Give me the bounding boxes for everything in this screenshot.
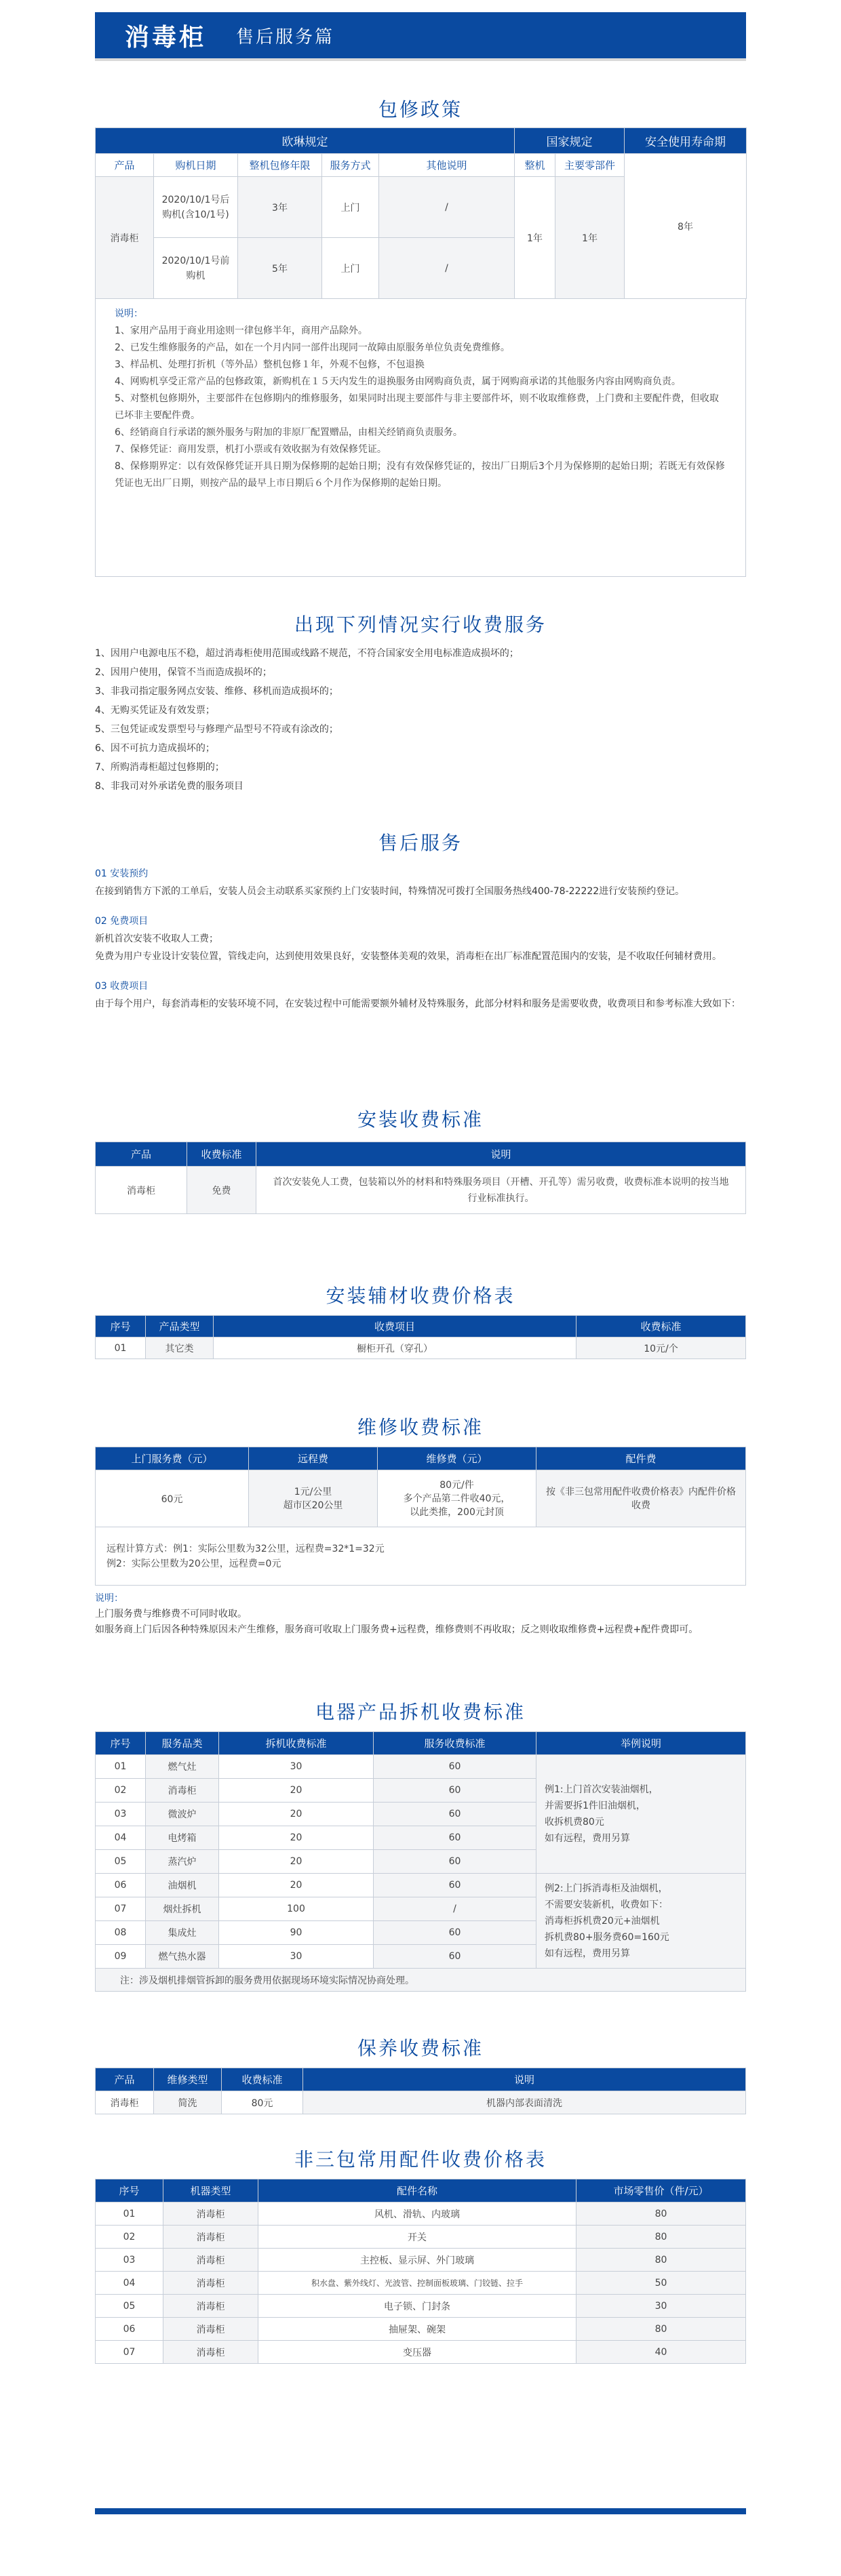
category-cell: 电烤箱 [146, 1826, 219, 1850]
page-header [95, 12, 746, 61]
service-fee-cell: 60 [374, 1850, 536, 1874]
warranty-notes [95, 299, 746, 577]
part-name-cell: 开关 [258, 2226, 576, 2249]
years-cell: 5年 [238, 238, 322, 299]
col-fee: 收费标准 [576, 1316, 746, 1337]
type-cell: 其它类 [146, 1337, 214, 1359]
paid-items-title: 03 收费项目 [95, 981, 149, 992]
category-cell: 烟灶拆机 [146, 1897, 219, 1921]
service-fee-cell: 60 [374, 1755, 536, 1779]
table-row [96, 1167, 746, 1214]
repair-note-item: 上门服务费与维修费不可同时收取。 [95, 1609, 247, 1619]
disassembly-fee-cell: 20 [219, 1779, 374, 1803]
col-no: 序号 [96, 1316, 146, 1337]
other-cell: / [379, 177, 515, 238]
repair-fee-section [95, 1447, 746, 1638]
group-header-lifespan: 安全使用寿命期 [625, 128, 747, 154]
remote-fee-cell: 1元/公里 超市区20公里 [249, 1470, 378, 1527]
disassembly-fee-cell: 100 [219, 1897, 374, 1921]
national-whole-cell: 1年 [515, 177, 555, 299]
note-item: 7、保修凭证：商用发票，机打小票或有效收据为有效保修凭证。 [115, 444, 387, 455]
warranty-section [95, 127, 746, 577]
years-cell: 3年 [238, 177, 322, 238]
no-cell: 03 [96, 1803, 146, 1826]
col-parts: 主要零部件 [555, 154, 625, 177]
repair-fee-title: 维修收费标准 [357, 1416, 484, 1438]
free-items-text: 免费为用户专业设计安装位置，管线走向，达到使用效果良好，安装整体美观的效果，消毒柜在出厂标准配置范围内的安装，是不收取任何辅材费用。 [95, 951, 722, 962]
door-fee-cell: 60元 [96, 1470, 249, 1527]
col-price: 市场零售价（件/元） [576, 2179, 746, 2202]
disassembly-fee-cell: 30 [219, 1945, 374, 1969]
free-items-title: 02 免费项目 [95, 916, 149, 927]
header-title: 消毒柜 [125, 23, 207, 52]
lifespan-value: 8年 [625, 154, 747, 299]
category-cell: 消毒柜 [146, 1779, 219, 1803]
service-cell: 上门 [322, 238, 379, 299]
col-product: 产品 [96, 154, 154, 177]
machine-type-cell: 消毒柜 [163, 2272, 258, 2295]
install-fee-table [95, 1142, 746, 1214]
parts-table [95, 2179, 746, 2364]
disassembly-fee-cell: 20 [219, 1850, 374, 1874]
table-row [96, 2202, 746, 2226]
col-part-name: 配件名称 [258, 2179, 576, 2202]
maintenance-section [95, 2068, 746, 2114]
col-fee: 收费标准 [222, 2068, 303, 2091]
footer-bar [95, 2508, 746, 2514]
no-cell: 01 [96, 1755, 146, 1779]
machine-type-cell: 消毒柜 [163, 2318, 258, 2341]
free-items-text: 新机首次安装不收取人工费； [95, 933, 218, 944]
maintenance-table [95, 2068, 746, 2114]
no-cell: 07 [96, 1897, 146, 1921]
warranty-table [95, 127, 747, 299]
other-cell: / [379, 238, 515, 299]
table-row [96, 2295, 746, 2318]
table-row [96, 1470, 746, 1527]
part-name-cell: 抽屉架、碗架 [258, 2318, 576, 2341]
col-service: 服务方式 [322, 154, 379, 177]
category-cell: 集成灶 [146, 1921, 219, 1945]
remote-calc-cell: 远程计算方式：例1：实际公里数为32公里，远程费=32*1=32元 例2：实际公里数为20公里，远程费=0元 [96, 1527, 746, 1586]
category-cell: 蒸汽炉 [146, 1850, 219, 1874]
col-product: 产品 [96, 1142, 187, 1167]
part-name-cell: 积水盘、紫外线灯、光波管、控制面板玻璃、门铰链、拉手 [258, 2272, 576, 2295]
note-item: 8、保修期界定：以有效保修凭证开具日期为保修期的起始日期；没有有效保修凭证的，按出厂日期后3个月为保修期的起始日期；若既无有效保修凭证也无出厂日期，则按产品的最早上市日期后６个月作为保修期的起始日期。 [115, 461, 725, 489]
no-cell: 01 [96, 2202, 163, 2226]
no-cell: 01 [96, 1337, 146, 1359]
install-appointment-text: 在接到销售方下派的工单后，安装人员会主动联系买家预约上门安装时间，特殊情况可拨打全国服务热线400-78-22222进行安装预约登记。 [95, 886, 685, 897]
no-cell: 04 [96, 2272, 163, 2295]
table-row [96, 1337, 746, 1359]
col-date: 购机日期 [154, 154, 238, 177]
part-name-cell: 变压器 [258, 2341, 576, 2364]
no-cell: 06 [96, 2318, 163, 2341]
note-item: 2、已发生维修服务的产品，如在一个月内同一部件出现同一故障由原服务单位负责免费维修。 [115, 342, 510, 353]
disassembly-fee-cell: 20 [219, 1874, 374, 1897]
no-cell: 06 [96, 1874, 146, 1897]
fee-cell: 免费 [187, 1167, 256, 1214]
col-machine-type: 机器类型 [163, 2179, 258, 2202]
no-cell: 09 [96, 1945, 146, 1969]
aftersales-title: 售后服务 [378, 832, 463, 854]
date-cell: 2020/10/1号前购机 [154, 238, 238, 299]
install-fee-section [95, 1142, 746, 1214]
list-item: 7、所购消毒柜超过包修期的； [95, 762, 224, 773]
service-fee-cell: 60 [374, 1945, 536, 1969]
no-cell: 05 [96, 2295, 163, 2318]
paid-items-text: 由于每个用户，每套消毒柜的安装环境不同，在安装过程中可能需要额外辅材及特殊服务，此部分材料和服务是需要收费，收费项目和参考标准大致如下： [95, 999, 741, 1009]
header-subtitle: 售后服务篇 [236, 26, 335, 47]
category-cell: 油烟机 [146, 1874, 219, 1897]
disassembly-title: 电器产品拆机收费标准 [315, 1701, 526, 1723]
price-cell: 40 [576, 2341, 746, 2364]
table-row [96, 1969, 746, 1992]
price-cell: 80 [576, 2318, 746, 2341]
col-door: 上门服务费（元） [96, 1447, 249, 1470]
table-row [96, 1874, 746, 1897]
group-header-national: 国家规定 [515, 128, 625, 154]
col-desc: 说明 [256, 1142, 746, 1167]
col-category: 服务品类 [146, 1732, 219, 1755]
parts-section [95, 2179, 746, 2364]
desc-cell: 首次安装免人工费，包装箱以外的材料和特殊服务项目（开槽、开孔等）需另收费，收费标准本说明的按当地行业标准执行。 [256, 1167, 746, 1214]
no-cell: 08 [96, 1921, 146, 1945]
col-repair: 维修费（元） [378, 1447, 536, 1470]
notes-title: 说明： [115, 308, 143, 319]
category-cell: 燃气灶 [146, 1755, 219, 1779]
example-2-cell: 例2:上门拆消毒柜及油烟机， 不需要安装新机，收费如下： 消毒柜拆机费20元+油烟机 拆机费80+服务费60=160元 如有远程，费用另算 [536, 1874, 746, 1969]
machine-type-cell: 消毒柜 [163, 2341, 258, 2364]
list-item: 3、非我司指定服务网点安装、维修、移机而造成损坏的； [95, 686, 338, 697]
repair-notes [95, 1591, 746, 1638]
national-parts-cell: 1年 [555, 177, 625, 299]
aftersales-section [95, 865, 746, 1013]
col-fee: 收费标准 [187, 1142, 256, 1167]
no-cell: 07 [96, 2341, 163, 2364]
table-row [96, 1527, 746, 1586]
service-fee-cell: 60 [374, 1874, 536, 1897]
price-cell: 50 [576, 2272, 746, 2295]
desc-cell: 机器内部表面清洗 [303, 2091, 746, 2114]
warranty-title: 包修政策 [378, 98, 463, 121]
col-service-fee: 服务收费标准 [374, 1732, 536, 1755]
note-item: 4、网购机享受正常产品的包修政策，新购机在１５天内发生的退换服务由网购商负责，属于网购商承诺的其他服务内容由网购商负责。 [115, 376, 681, 387]
price-cell: 80 [576, 2249, 746, 2272]
list-item: 4、无购买凭证及有效发票； [95, 705, 215, 716]
disassembly-fee-cell: 20 [219, 1803, 374, 1826]
maintenance-title: 保养收费标准 [357, 2037, 484, 2059]
material-fee-section [95, 1315, 746, 1359]
col-years: 整机包修年限 [238, 154, 322, 177]
no-cell: 03 [96, 2249, 163, 2272]
machine-type-cell: 消毒柜 [163, 2249, 258, 2272]
list-item: 1、因用户电源电压不稳，超过消毒柜使用范围或线路不规范，不符合国家安全用电标准造成损坏的； [95, 648, 519, 659]
part-name-cell: 风机、滑轨、内玻璃 [258, 2202, 576, 2226]
install-appointment-title: 01 安装预约 [95, 868, 149, 879]
part-name-cell: 主控板、显示屏、外门玻璃 [258, 2249, 576, 2272]
no-cell: 02 [96, 2226, 163, 2249]
no-cell: 05 [96, 1850, 146, 1874]
service-fee-cell: 60 [374, 1779, 536, 1803]
machine-type-cell: 消毒柜 [163, 2226, 258, 2249]
col-parts: 配件费 [536, 1447, 746, 1470]
material-fee-table [95, 1315, 746, 1359]
parts-title: 非三包常用配件收费价格表 [294, 2148, 547, 2171]
col-type: 维修类型 [154, 2068, 222, 2091]
service-fee-cell: 60 [374, 1826, 536, 1850]
col-no: 序号 [96, 2179, 163, 2202]
product-cell: 消毒柜 [96, 2091, 154, 2114]
product-cell: 消毒柜 [96, 1167, 187, 1214]
example-1-cell: 例1:上门首次安装油烟机， 并需要拆1件旧油烟机， 收拆机费80元 如有远程，费用另算 [536, 1755, 746, 1874]
table-row [96, 2318, 746, 2341]
fee-cell: 80元 [222, 2091, 303, 2114]
machine-type-cell: 消毒柜 [163, 2295, 258, 2318]
item-cell: 橱柜开孔（穿孔） [214, 1337, 576, 1359]
col-product: 产品 [96, 2068, 154, 2091]
table-row [96, 2272, 746, 2295]
repair-note-title: 说明： [95, 1593, 123, 1604]
category-cell: 微波炉 [146, 1803, 219, 1826]
product-cell: 消毒柜 [96, 177, 154, 299]
col-disassembly-fee: 拆机收费标准 [219, 1732, 374, 1755]
col-no: 序号 [96, 1732, 146, 1755]
list-item: 6、因不可抗力造成损坏的； [95, 743, 215, 754]
install-fee-title: 安装收费标准 [357, 1108, 484, 1131]
price-cell: 80 [576, 2202, 746, 2226]
table-row [96, 2249, 746, 2272]
disassembly-fee-cell: 20 [219, 1826, 374, 1850]
col-item: 收费项目 [214, 1316, 576, 1337]
note-item: 1、家用产品用于商业用途则一律包修半年，商用产品除外。 [115, 325, 368, 336]
service-cell: 上门 [322, 177, 379, 238]
repair-fee-cell: 80元/件 多个产品第二件收40元， 以此类推，200元封顶 [378, 1470, 536, 1527]
disassembly-fee-cell: 90 [219, 1921, 374, 1945]
table-row [96, 2226, 746, 2249]
table-row [96, 1755, 746, 1779]
list-item: 5、三包凭证或发票型号与修理产品型号不符或有涂改的； [95, 724, 338, 735]
col-remote: 远程费 [249, 1447, 378, 1470]
col-whole: 整机 [515, 154, 555, 177]
category-cell: 燃气热水器 [146, 1945, 219, 1969]
repair-fee-table [95, 1447, 746, 1586]
charges-title: 出现下列情况实行收费服务 [294, 613, 547, 636]
type-cell: 简洗 [154, 2091, 222, 2114]
col-example: 举例说明 [536, 1732, 746, 1755]
disassembly-footnote: 注：涉及烟机排烟管拆卸的服务费用依据现场环境实际情况协商处理。 [96, 1969, 746, 1992]
table-row [96, 2091, 746, 2114]
price-cell: 30 [576, 2295, 746, 2318]
part-name-cell: 电子锁、门封条 [258, 2295, 576, 2318]
fee-cell: 10元/个 [576, 1337, 746, 1359]
no-cell: 04 [96, 1826, 146, 1850]
no-cell: 02 [96, 1779, 146, 1803]
material-fee-title: 安装辅材收费价格表 [326, 1285, 515, 1307]
col-type: 产品类型 [146, 1316, 214, 1337]
service-fee-cell: / [374, 1897, 536, 1921]
parts-fee-cell: 按《非三包常用配件收费价格表》内配件价格收费 [536, 1470, 746, 1527]
note-item: 3、样品机、处理打折机（等外品）整机包修１年，外观不包修，不包退换 [115, 359, 425, 370]
repair-note-item: 如服务商上门后因各种特殊原因未产生维修，服务商可收取上门服务费+远程费，维修费则不再收取；反之则收取维修费+远程费+配件费即可。 [95, 1624, 699, 1635]
col-other: 其他说明 [379, 154, 515, 177]
service-fee-cell: 60 [374, 1921, 536, 1945]
disassembly-table [95, 1731, 746, 1992]
service-fee-cell: 60 [374, 1803, 536, 1826]
note-item: 5、对整机包修期外，主要部件在包修期内的维修服务，如果同时出现主要部件与非主要部件坏，则不收取维修费，上门费和主要配件费，但收取已坏非主要配件费。 [115, 393, 719, 421]
group-header-olin: 欧琳规定 [96, 128, 515, 154]
note-item: 6、经销商自行承诺的额外服务与附加的非原厂配置赠品，由相关经销商负责服务。 [115, 427, 463, 438]
list-item: 8、非我司对外承诺免费的服务项目 [95, 781, 243, 792]
charges-list [95, 644, 746, 796]
disassembly-fee-cell: 30 [219, 1755, 374, 1779]
list-item: 2、因用户使用，保管不当而造成损坏的； [95, 667, 272, 678]
date-cell: 2020/10/1号后购机(含10/1号) [154, 177, 238, 238]
table-row [96, 2341, 746, 2364]
disassembly-section [95, 1731, 746, 1992]
price-cell: 80 [576, 2226, 746, 2249]
machine-type-cell: 消毒柜 [163, 2202, 258, 2226]
col-desc: 说明 [303, 2068, 746, 2091]
